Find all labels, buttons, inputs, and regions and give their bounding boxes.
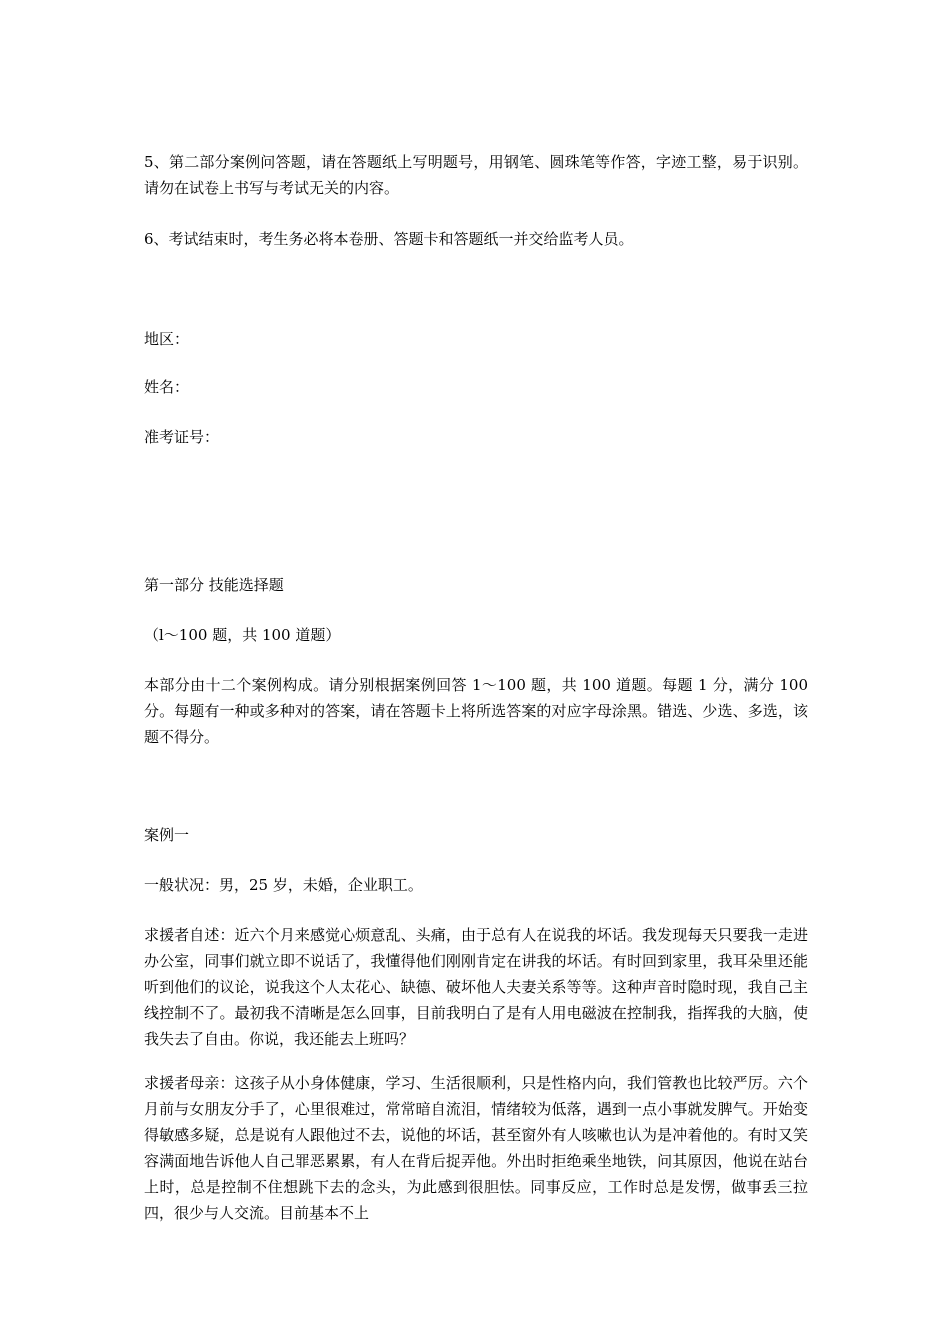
- name-field-label: 姓名：: [144, 378, 190, 396]
- part-one-range: （l～100 题，共 100 道题）: [144, 626, 341, 644]
- part-one-title: 第一部分 技能选择题: [144, 576, 284, 594]
- exam-id-field-label: 准考证号：: [144, 428, 220, 446]
- case-one-mother-report: 求援者母亲：这孩子从小身体健康，学习、生活很顺利，只是性格内向，我们管教也比较严厉。六个月前与女朋友分手了，心里很难过，常常暗自流泪，情绪较为低落，遇到一点小事就发脾气。开始变得敏感多疑，总是说有人跟他过不去，说他的坏话，甚至窗外有人咳嗽也认为是冲着他的。有时又笑容满面地告诉他人自己罪恶累累，有人在背后捉弄他。外出时拒绝乘坐地铁，问其原因，他说在站台上时，总是控制不住想跳下去的念头，为此感到很胆怯。同事反应，工作时总是发愣，做事丢三拉四，很少与人交流。目前基本不上: [144, 1074, 808, 1222]
- case-one-self-report: 求援者自述：近六个月来感觉心烦意乱、头痛，由于总有人在说我的坏话。我发现每天只要我一走进办公室，同事们就立即不说话了，我懂得他们刚刚肯定在讲我的坏话。有时回到家里，我耳朵里还能听到他们的议论，说我这个人太花心、缺德、破坏他人夫妻关系等等。这种声音时隐时现，我自己主线控制不了。最初我不清晰是怎么回事，目前我明白了是有人用电磁波在控制我，指挥我的大脑，使我失去了自由。你说，我还能去上班吗？: [144, 926, 808, 1048]
- instruction-item-5: 5、第二部分案例问答题，请在答题纸上写明题号，用钢笔、圆珠笔等作答，字迹工整，易于识别。请勿在试卷上书写与考试无关的内容。: [144, 153, 808, 197]
- instruction-item-6: 6、考试结束时，考生务必将本卷册、答题卡和答题纸一并交给监考人员。: [144, 230, 634, 248]
- case-one-title: 案例一: [144, 826, 190, 844]
- region-field-label: 地区：: [144, 330, 190, 348]
- case-one-general-info: 一般状况：男，25 岁，未婚，企业职工。: [144, 876, 423, 894]
- part-one-description: 本部分由十二个案例构成。请分别根据案例回答 1～100 题，共 100 道题。每题 1 分，满分 100 分。每题有一种或多种对的答案，请在答题卡上将所选答案的对应字母涂黑。错选、少选、多选，该题不得分。: [144, 676, 808, 746]
